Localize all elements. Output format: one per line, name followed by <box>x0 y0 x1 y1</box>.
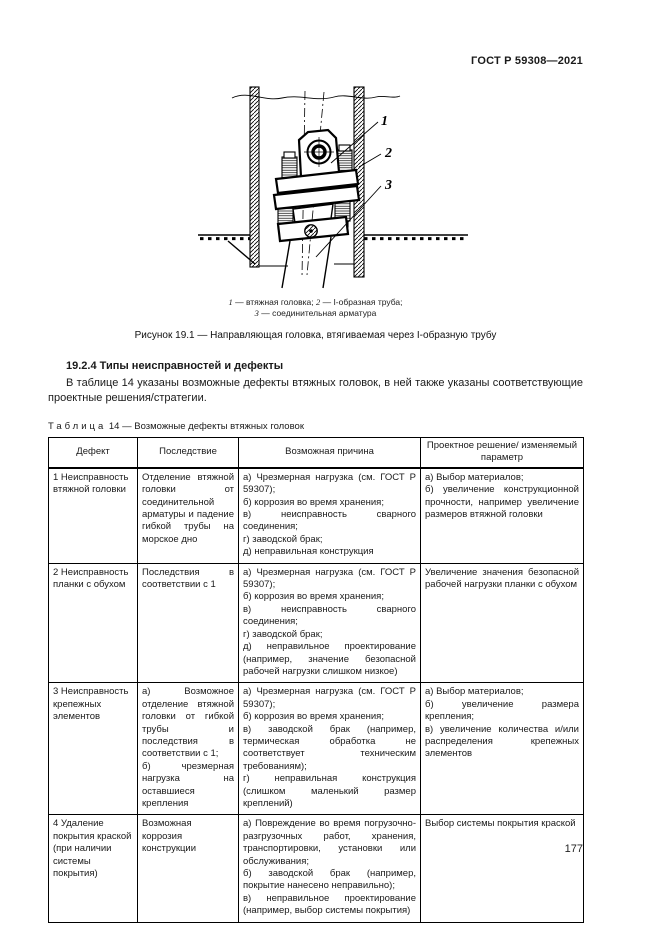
cell-paragraph: а) Чрезмерная нагрузка (см. ГОСТ Р 59307); <box>243 471 416 496</box>
table-cell <box>421 815 584 922</box>
defects-table-body <box>49 468 584 922</box>
cell-paragraph: в) заводской брак (например, термическая обработка не соответствует техническим требованиям); <box>243 723 416 772</box>
table-header-row <box>49 438 584 468</box>
tube-wall-left <box>250 87 259 267</box>
figure-legend <box>48 297 583 319</box>
table-cell <box>239 815 421 922</box>
table-cell <box>138 468 239 563</box>
figure-legend-line-1: 1 — втяжная головка; 2 — I-образная труба; <box>228 297 403 307</box>
table-row <box>49 563 584 683</box>
cell-paragraph: в) неисправность сварного соединения; <box>243 509 416 533</box>
table-row <box>49 468 584 563</box>
table-cell <box>421 468 584 563</box>
callout-3: 3 <box>384 178 392 193</box>
figure-legend-line-2: 3 — соединительная арматура <box>254 308 377 318</box>
table-row <box>49 683 584 815</box>
figure-19-1 <box>48 85 583 341</box>
cell-paragraph: г) неправильная конструкция (слишком маленький размер креплений) <box>243 773 416 809</box>
table-title-label: Таблица <box>48 421 107 432</box>
callout-1: 1 <box>380 114 388 129</box>
table-cell <box>138 683 239 815</box>
cell-paragraph: б) увеличение конструкционной прочности, например увеличение размеров втяжной головки <box>425 484 579 521</box>
cell-paragraph: в) неисправность сварного соединения; <box>243 603 416 628</box>
table-cell <box>138 563 239 683</box>
table-row <box>49 815 584 922</box>
cell-paragraph: Выбор системы покрытия краской <box>425 818 576 830</box>
table-cell <box>138 815 239 922</box>
cell-paragraph: Увеличение значения безопасной рабочей нагрузки планки с обухом <box>425 566 579 591</box>
table-cell <box>421 683 584 815</box>
table-title-text: 14 — Возможные дефекты втяжных головок <box>108 421 304 432</box>
cell-paragraph: б) коррозия во время хранения; <box>243 711 384 723</box>
col-header-solution: Проектное решение/ изменяемый параметр <box>421 438 584 468</box>
cell-paragraph: б) чрезмерная нагрузка на оставшиеся крепления <box>142 760 234 809</box>
cell-paragraph: б) заводской брак (например, покрытие нанесено неправильно); <box>243 868 416 892</box>
cell-paragraph: 1 Неисправность втяжной головки <box>53 471 129 496</box>
cell-paragraph: д) неправильная конструкция <box>243 546 374 558</box>
figure-caption: Рисунок 19.1 — Направляющая головка, втягиваемая через I-образную трубу <box>134 330 497 341</box>
cell-paragraph: а) Чрезмерная нагрузка (см. ГОСТ Р 59307); <box>243 686 416 710</box>
section-heading: 19.2.4 Типы неисправностей и дефекты <box>66 360 284 372</box>
cell-paragraph: а) Повреждение во время погрузочно-разгрузочных работ, хранения, транспортировки, установки или обслуживания; <box>243 818 416 867</box>
cell-paragraph: Возможная коррозия конструкции <box>142 818 197 855</box>
col-header-cause: Возможная причина <box>239 438 421 468</box>
table-cell <box>49 468 138 563</box>
cell-paragraph: б) коррозия во время хранения; <box>243 496 384 508</box>
table-title <box>48 421 583 432</box>
table-cell <box>239 563 421 683</box>
table-cell <box>239 683 421 815</box>
cell-paragraph: а) Выбор материалов; <box>425 471 524 483</box>
pulling-head-drawing <box>198 85 468 290</box>
col-header-consequence: Последствие <box>138 438 239 468</box>
cell-paragraph: 2 Неисправность планки с обухом <box>53 566 129 591</box>
legend-item-number: 3 <box>254 308 259 318</box>
cell-paragraph: а) Чрезмерная нагрузка (см. ГОСТ Р 59307); <box>243 566 416 591</box>
section-paragraph: В таблице 14 указаны возможные дефекты втяжных головок, в ней также указаны соответствующие проектные решения/стратегии. <box>48 377 583 404</box>
cell-paragraph: г) заводской брак; <box>243 628 323 640</box>
legend-item-number: 2 <box>315 297 321 307</box>
cell-paragraph: в) увеличение количества и/или распределения крепежных элементов <box>425 723 579 760</box>
cell-paragraph: Отделение втяжной головки от соединительной арматуры и падение гибкой трубы на морское дно <box>142 471 234 545</box>
cell-paragraph: г) заводской брак; <box>243 533 323 545</box>
table-cell <box>421 563 584 683</box>
cell-paragraph: 3 Неисправность крепежных элементов <box>53 686 129 723</box>
table-cell <box>239 468 421 563</box>
cell-paragraph: б) увеличение размера крепления; <box>425 698 579 723</box>
page-number: 177 <box>564 843 583 855</box>
legend-item-number: 1 <box>228 297 233 307</box>
flexible-pipe <box>282 237 331 288</box>
cell-paragraph: б) коррозия во время хранения; <box>243 591 384 603</box>
cell-paragraph: д) неправильное проектирование (например, значение безопасной рабочей нагрузки слишком низкое) <box>243 641 416 677</box>
document-code: ГОСТ Р 59308—2021 <box>471 55 583 67</box>
connector-pin-center <box>309 229 313 233</box>
cell-paragraph: а) Возможное отделение втяжной головки от гибкой трубы и последствия в соответствии с 1; <box>142 686 234 760</box>
cell-paragraph: а) Выбор материалов; <box>425 686 524 698</box>
table-cell <box>49 683 138 815</box>
table-cell <box>49 815 138 922</box>
cell-paragraph: Последствия в соответствии с 1 <box>142 566 234 591</box>
defects-table <box>48 437 584 923</box>
callout-2: 2 <box>384 146 392 161</box>
cell-paragraph: в) неправильное проектирование (например, выбор системы покрытия) <box>243 892 416 917</box>
col-header-defect: Дефект <box>49 438 138 468</box>
cell-paragraph: 4 Удаление покрытия краской (при наличии системы покрытия) <box>53 818 132 879</box>
table-cell <box>49 563 138 683</box>
